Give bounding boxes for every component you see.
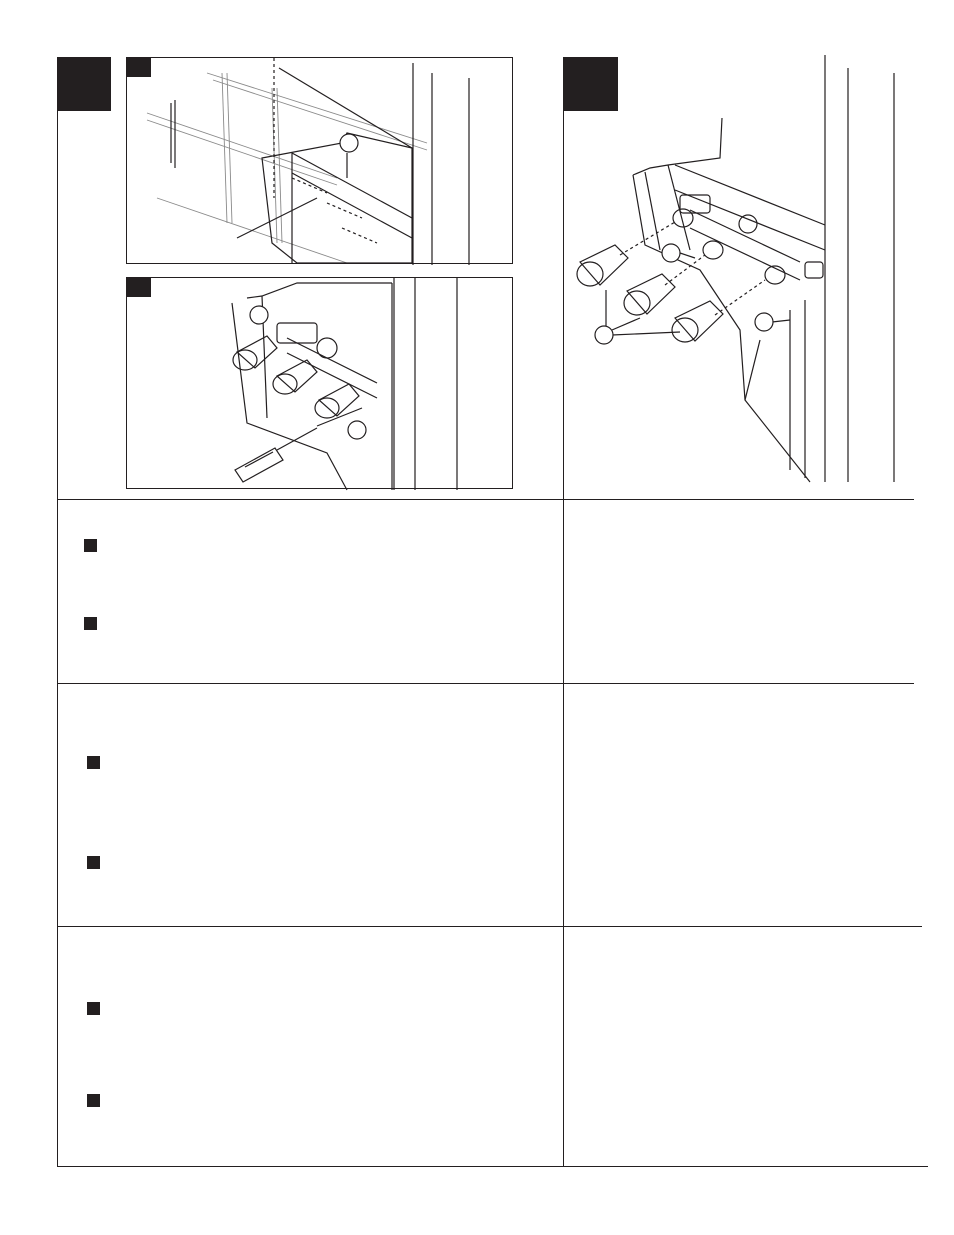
bullet-square-b1 xyxy=(84,617,97,630)
bullet-square-a1 xyxy=(84,539,97,552)
figure-c-callout-circle-2 xyxy=(662,244,680,262)
section-rule-2 xyxy=(57,683,914,684)
section-rule-4 xyxy=(57,1166,928,1167)
bullet-square-a2 xyxy=(87,756,100,769)
section-rule-3 xyxy=(57,926,922,927)
bullet-square-a3 xyxy=(87,1002,100,1015)
left-margin-rule xyxy=(57,57,58,1167)
figure-c-callout-circle-3 xyxy=(755,313,773,331)
bullet-square-b2 xyxy=(87,856,100,869)
figure-c-callout-circle-1 xyxy=(595,326,613,344)
section-rule-1 xyxy=(57,499,914,500)
bullet-square-b3 xyxy=(87,1094,100,1107)
figure-c-illustration xyxy=(0,0,954,500)
column-divider xyxy=(563,499,564,1166)
